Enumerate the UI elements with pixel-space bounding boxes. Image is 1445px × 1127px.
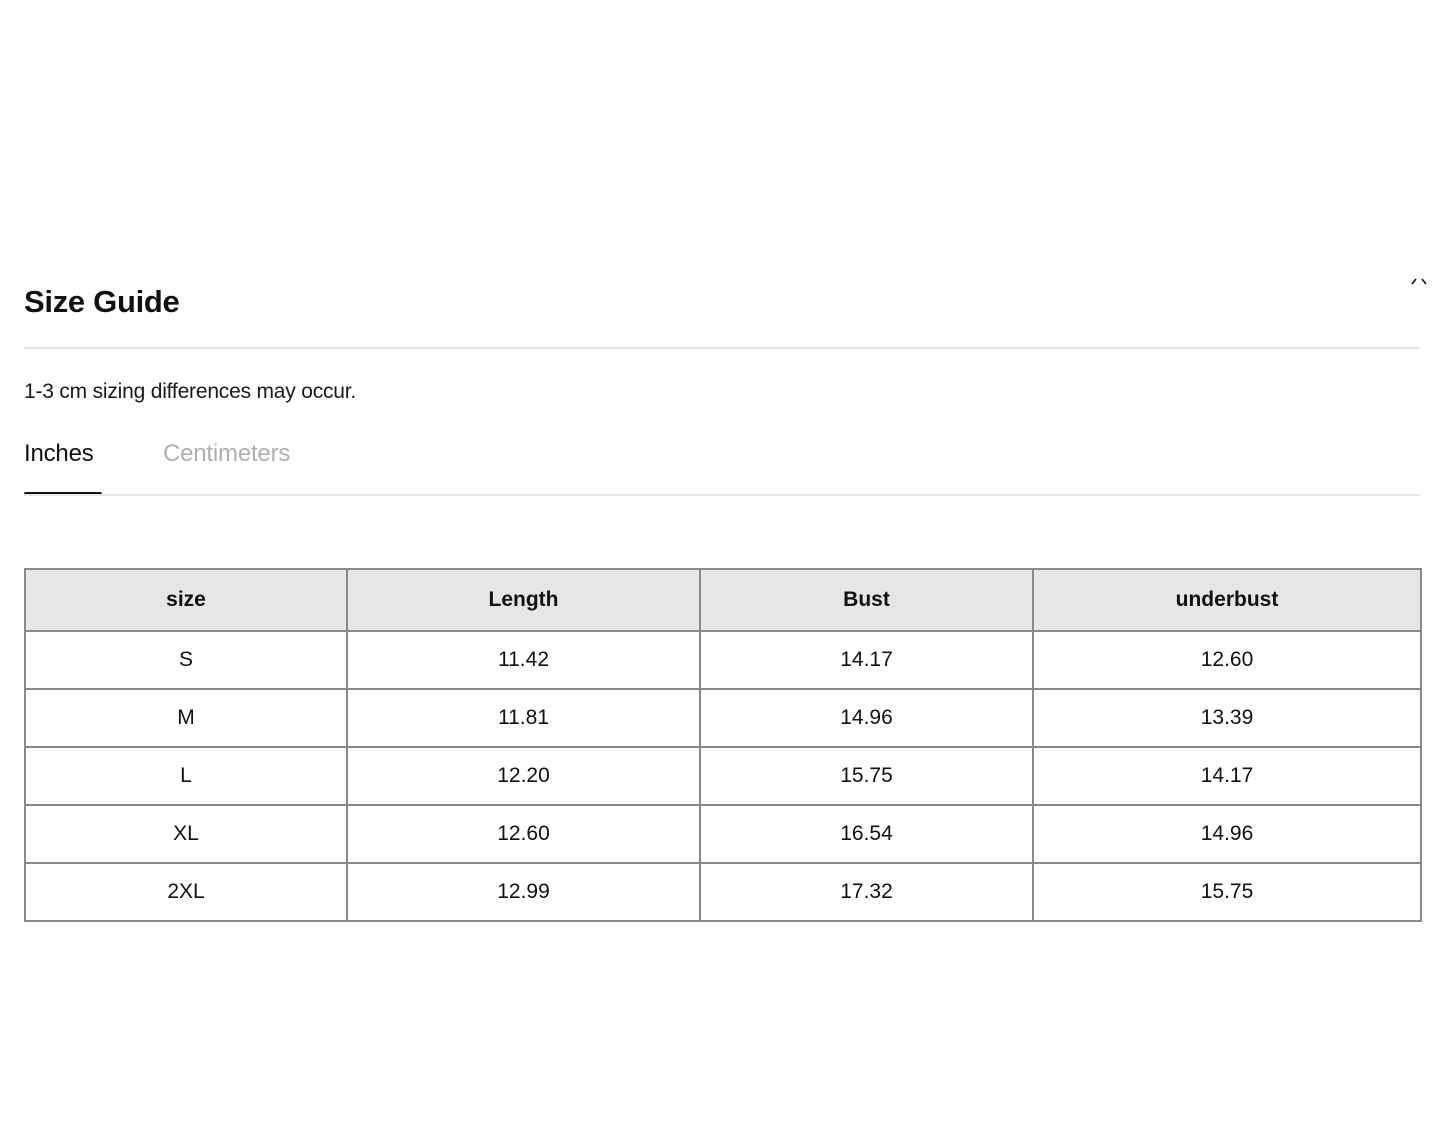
cell-underbust: 14.17 bbox=[1033, 747, 1421, 805]
sizing-note: 1-3 cm sizing differences may occur. bbox=[24, 380, 357, 403]
cell-size: XL bbox=[25, 805, 347, 863]
cell-bust: 14.96 bbox=[700, 689, 1033, 747]
cell-size: S bbox=[25, 631, 347, 689]
dialog-title: Size Guide bbox=[24, 284, 180, 319]
cell-length: 11.81 bbox=[347, 689, 700, 747]
cell-bust: 15.75 bbox=[700, 747, 1033, 805]
cell-length: 11.42 bbox=[347, 631, 700, 689]
table-header-row bbox=[25, 569, 1421, 631]
cell-underbust: 12.60 bbox=[1033, 631, 1421, 689]
tabs-divider bbox=[24, 494, 1420, 496]
close-button[interactable] bbox=[1404, 270, 1434, 294]
table-row bbox=[25, 805, 1421, 863]
cell-underbust: 13.39 bbox=[1033, 689, 1421, 747]
table-row bbox=[25, 689, 1421, 747]
title-divider bbox=[24, 347, 1420, 349]
cell-underbust: 14.96 bbox=[1033, 805, 1421, 863]
unit-tabs bbox=[24, 430, 1420, 496]
table-row bbox=[25, 747, 1421, 805]
cell-length: 12.60 bbox=[347, 805, 700, 863]
table-row bbox=[25, 631, 1421, 689]
column-header-size: size bbox=[25, 569, 347, 631]
tab-inches[interactable] bbox=[24, 438, 94, 494]
tab-centimeters-label: Centimeters bbox=[163, 440, 291, 467]
cell-underbust: 15.75 bbox=[1033, 863, 1421, 921]
cell-size: M bbox=[25, 689, 347, 747]
cell-bust: 17.32 bbox=[700, 863, 1033, 921]
column-header-bust: Bust bbox=[700, 569, 1033, 631]
cell-length: 12.20 bbox=[347, 747, 700, 805]
column-header-underbust: underbust bbox=[1033, 569, 1421, 631]
cell-bust: 16.54 bbox=[700, 805, 1033, 863]
column-header-length: Length bbox=[347, 569, 700, 631]
cell-size: 2XL bbox=[25, 863, 347, 921]
cell-length: 12.99 bbox=[347, 863, 700, 921]
cell-size: L bbox=[25, 747, 347, 805]
tab-inches-label: Inches bbox=[24, 440, 94, 467]
size-table bbox=[24, 568, 1422, 922]
table-row bbox=[25, 863, 1421, 921]
tab-centimeters[interactable] bbox=[163, 438, 290, 494]
close-icon bbox=[1404, 270, 1434, 294]
cell-bust: 14.17 bbox=[700, 631, 1033, 689]
